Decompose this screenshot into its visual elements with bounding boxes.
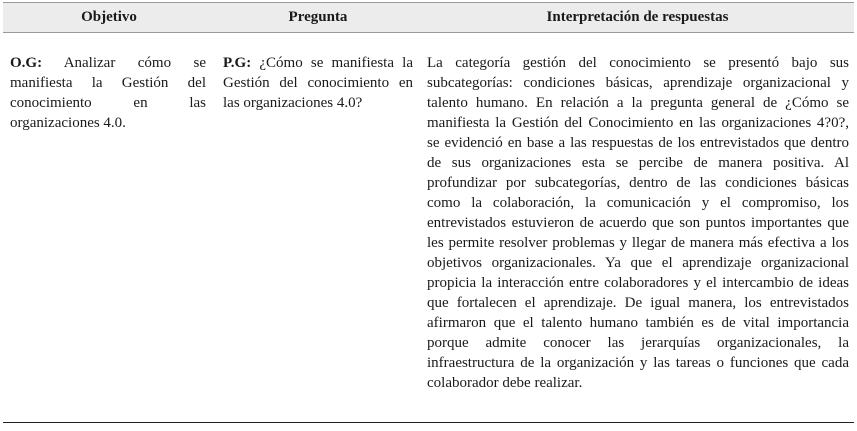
cell-pregunta xyxy=(223,53,413,113)
cell-interpretacion xyxy=(427,53,849,393)
interpretacion-text: La categoría gestión del conocimiento se presentó bajo sus subcategorías: condiciones básicas, aprendizaje organizacional y talento humano. En relación a la pregunta general de ¿Cómo se manifiesta la Gestión del Conocimiento en las organizaciones 4?0?, se evidenció en base a las respuestas de los entrevistados que dentro de sus organizaciones esta se percibe de manera positiva. Al profundizar por subcategorías, dentro de las condiciones básicas como la colaboración, la comunicación y el compromiso, los entrevistados estuvieron de acuerdo que son puntos importantes que les permite resolver problemas y llegar de manera más efectiva a los objetivos organizacionales. Ya que el aprendizaje organizacional propicia la interacción entre colaboradores y el intercambio de ideas que fortalecen el aprendizaje. De igual manera, los entrevistados afirmaron que el talento humano también es de vital importancia porque admite conocer las jerarquías organizacionales, la infraestructura de la organización y las tareas o funciones que cada colaborador debe realizar. xyxy=(427,55,849,391)
objetivo-text: Analizar cómo se manifiesta la Gestión del conocimiento en las organizaciones 4.0. xyxy=(10,55,206,131)
header-interpretacion: Interpretación de respuestas xyxy=(546,9,729,25)
header-pregunta: Pregunta xyxy=(288,9,348,25)
table-header-row xyxy=(3,2,854,33)
pregunta-text: ¿Cómo se manifiesta la Gestión del conocimiento en las organizaciones 4.0? xyxy=(223,55,413,111)
objetivo-label: O.G: xyxy=(10,55,43,71)
pregunta-label: P.G: xyxy=(223,55,252,71)
header-objetivo: Objetivo xyxy=(81,9,137,25)
table-bottom-rule xyxy=(3,422,854,423)
cell-objetivo xyxy=(10,53,206,133)
results-table xyxy=(3,2,854,424)
